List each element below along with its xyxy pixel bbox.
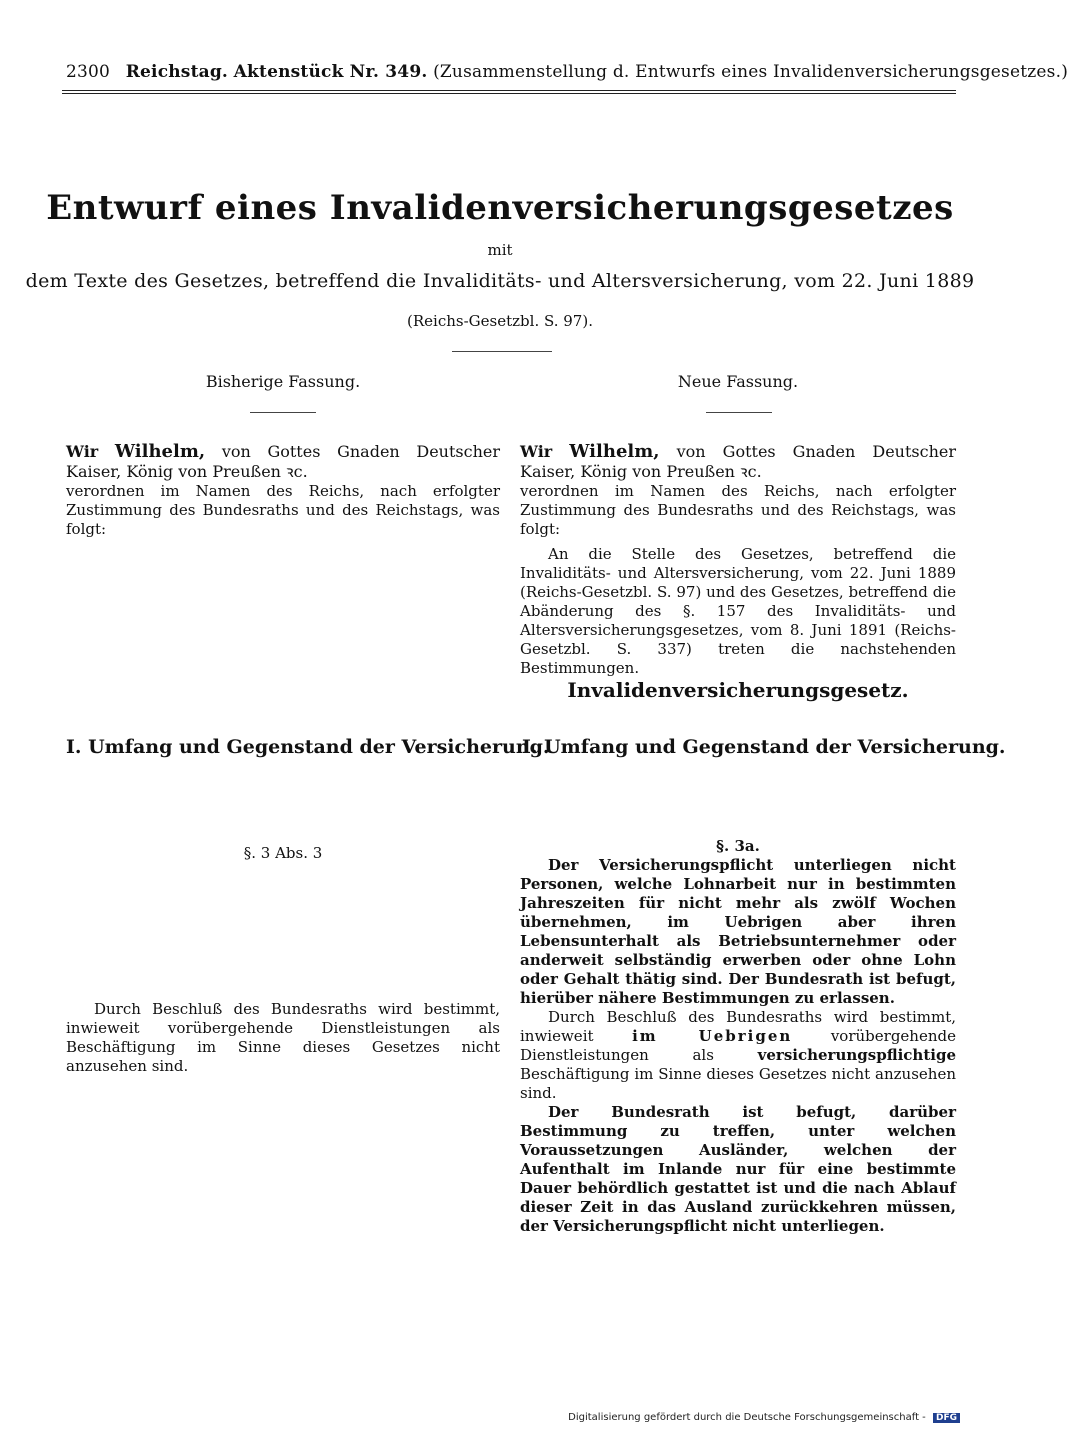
para2-part-e: Beschäftigung im Sinne dieses Gesetzes nicht anzusehen sind. [520,1065,956,1102]
left-paragraph-text: Durch Beschluß des Bundesraths wird bestimmt, inwieweit vorübergehende Dienstleistungen als Beschäftigung im Sinne dieses Gesetzes nicht anzusehen sind. [66,1000,500,1075]
law-title: Invalidenversicherungsgesetz. [567,678,909,702]
right-paragraph-body [520,856,956,1236]
right-heading-divider [706,412,772,413]
right-section-heading: I. Umfang und Gegenstand der Versicherung. [522,736,1006,758]
right-preamble [520,442,956,539]
right-column-heading: Neue Fassung. [677,372,799,391]
running-header [66,62,1068,82]
preamble-titles: von Gottes Gnaden Deutscher Kaiser, König von Preußen ꝛc. [520,442,957,481]
emperor-name: Wilhelm, [114,441,206,462]
preamble-wir: Wir [520,442,553,461]
left-preamble [66,442,500,539]
digitization-credit [568,1412,960,1423]
left-heading-divider [250,412,316,413]
preamble-body: verordnen im Namen des Reichs, nach erfolgter Zustimmung des Bundesraths und des Reichstags, was folgt: [520,482,956,538]
right-paragraph-3: Der Bundesrath ist befugt, darüber Bestimmung zu treffen, unter welchen Voraussetzungen Ausländer, welchen der Aufenthalt im Inlande nur für eine bestimmte Dauer behördlich gestattet ist und die nach Ablauf dieser Zeit in das Ausland zurückkehren müssen, der Versicherungspflicht nicht unterliegen. [520,1103,956,1235]
document-subject: (Zusammenstellung d. Entwurfs eines Invalidenversicherungsgesetzes.) [433,62,1068,82]
right-paragraph-label: §. 3a. [716,837,760,855]
footer-text: Digitalisierung gefördert durch die Deutsche Forschungsgemeinschaft - [568,1412,926,1423]
journal-name: Reichstag. [125,62,229,82]
para2-emphasis-versicherungspflichtige: versicherungspflichtige [757,1046,956,1064]
document-subtitle: dem Texte des Gesetzes, betreffend die Invaliditäts- und Altersversicherung, vom 22. Juni 1889 [25,270,975,292]
dfg-logo: DFG [933,1413,960,1423]
left-section-heading: I. Umfang und Gegenstand der Versicherung. [66,736,550,758]
title-divider [452,351,552,352]
header-rule [62,90,956,91]
right-intro-paragraph: An die Stelle des Gesetzes, betreffend die Invaliditäts- und Altersversicherung, vom 22. Juni 1889 (Reichs-Gesetzbl. S. 97) und des Gesetzes, betreffend die Abänderung des §. 157 des Invaliditäts- und Altersversicherungsgesetzes, vom 8. Juni 1891 (Reichs-Gesetzbl. S. 337) treten die nachstehenden Bestimmungen. [520,545,956,677]
preamble-wir: Wir [66,442,99,461]
para2-part-c: vorübergehende Dienstleistungen als [520,1027,956,1064]
right-paragraph-1: Der Versicherungspflicht unterliegen nicht Personen, welche Lohnarbeit nur in bestimmten Jahreszeiten für nicht mehr als zwölf Wochen übernehmen, im Uebrigen aber ihren Lebensunterhalt als Betriebsunternehmer oder anderweit selbständig erwerben oder ohne Lohn oder Gehalt thätig sind. Der Bundesrath ist befugt, hierüber nähere Bestimmungen zu erlassen. [520,856,956,1007]
page-number: 2300 [66,62,111,82]
title-connector: mit [487,241,513,259]
header-rule-2 [62,93,956,94]
left-paragraph-label: §. 3 Abs. 3 [243,844,323,862]
right-paragraph-2 [520,1008,956,1103]
para2-part-a: Durch Beschluß des Bundesraths wird bestimmt, inwieweit [520,1008,956,1045]
document-number: Aktenstück Nr. 349. [233,62,428,82]
document-title: Entwurf eines Invalidenversicherungsgesetzes [46,188,954,228]
emperor-name: Wilhelm, [569,441,660,462]
para2-emphasis-uebrigen: im Uebrigen [632,1027,793,1045]
subtitle-reference: (Reichs-Gesetzbl. S. 97). [407,312,593,330]
left-column-heading: Bisherige Fassung. [205,372,361,391]
preamble-body: verordnen im Namen des Reichs, nach erfolgter Zustimmung des Bundesraths und des Reichstags, was folgt: [66,482,500,538]
preamble-titles: von Gottes Gnaden Deutscher Kaiser, König von Preußen ꝛc. [66,442,500,481]
